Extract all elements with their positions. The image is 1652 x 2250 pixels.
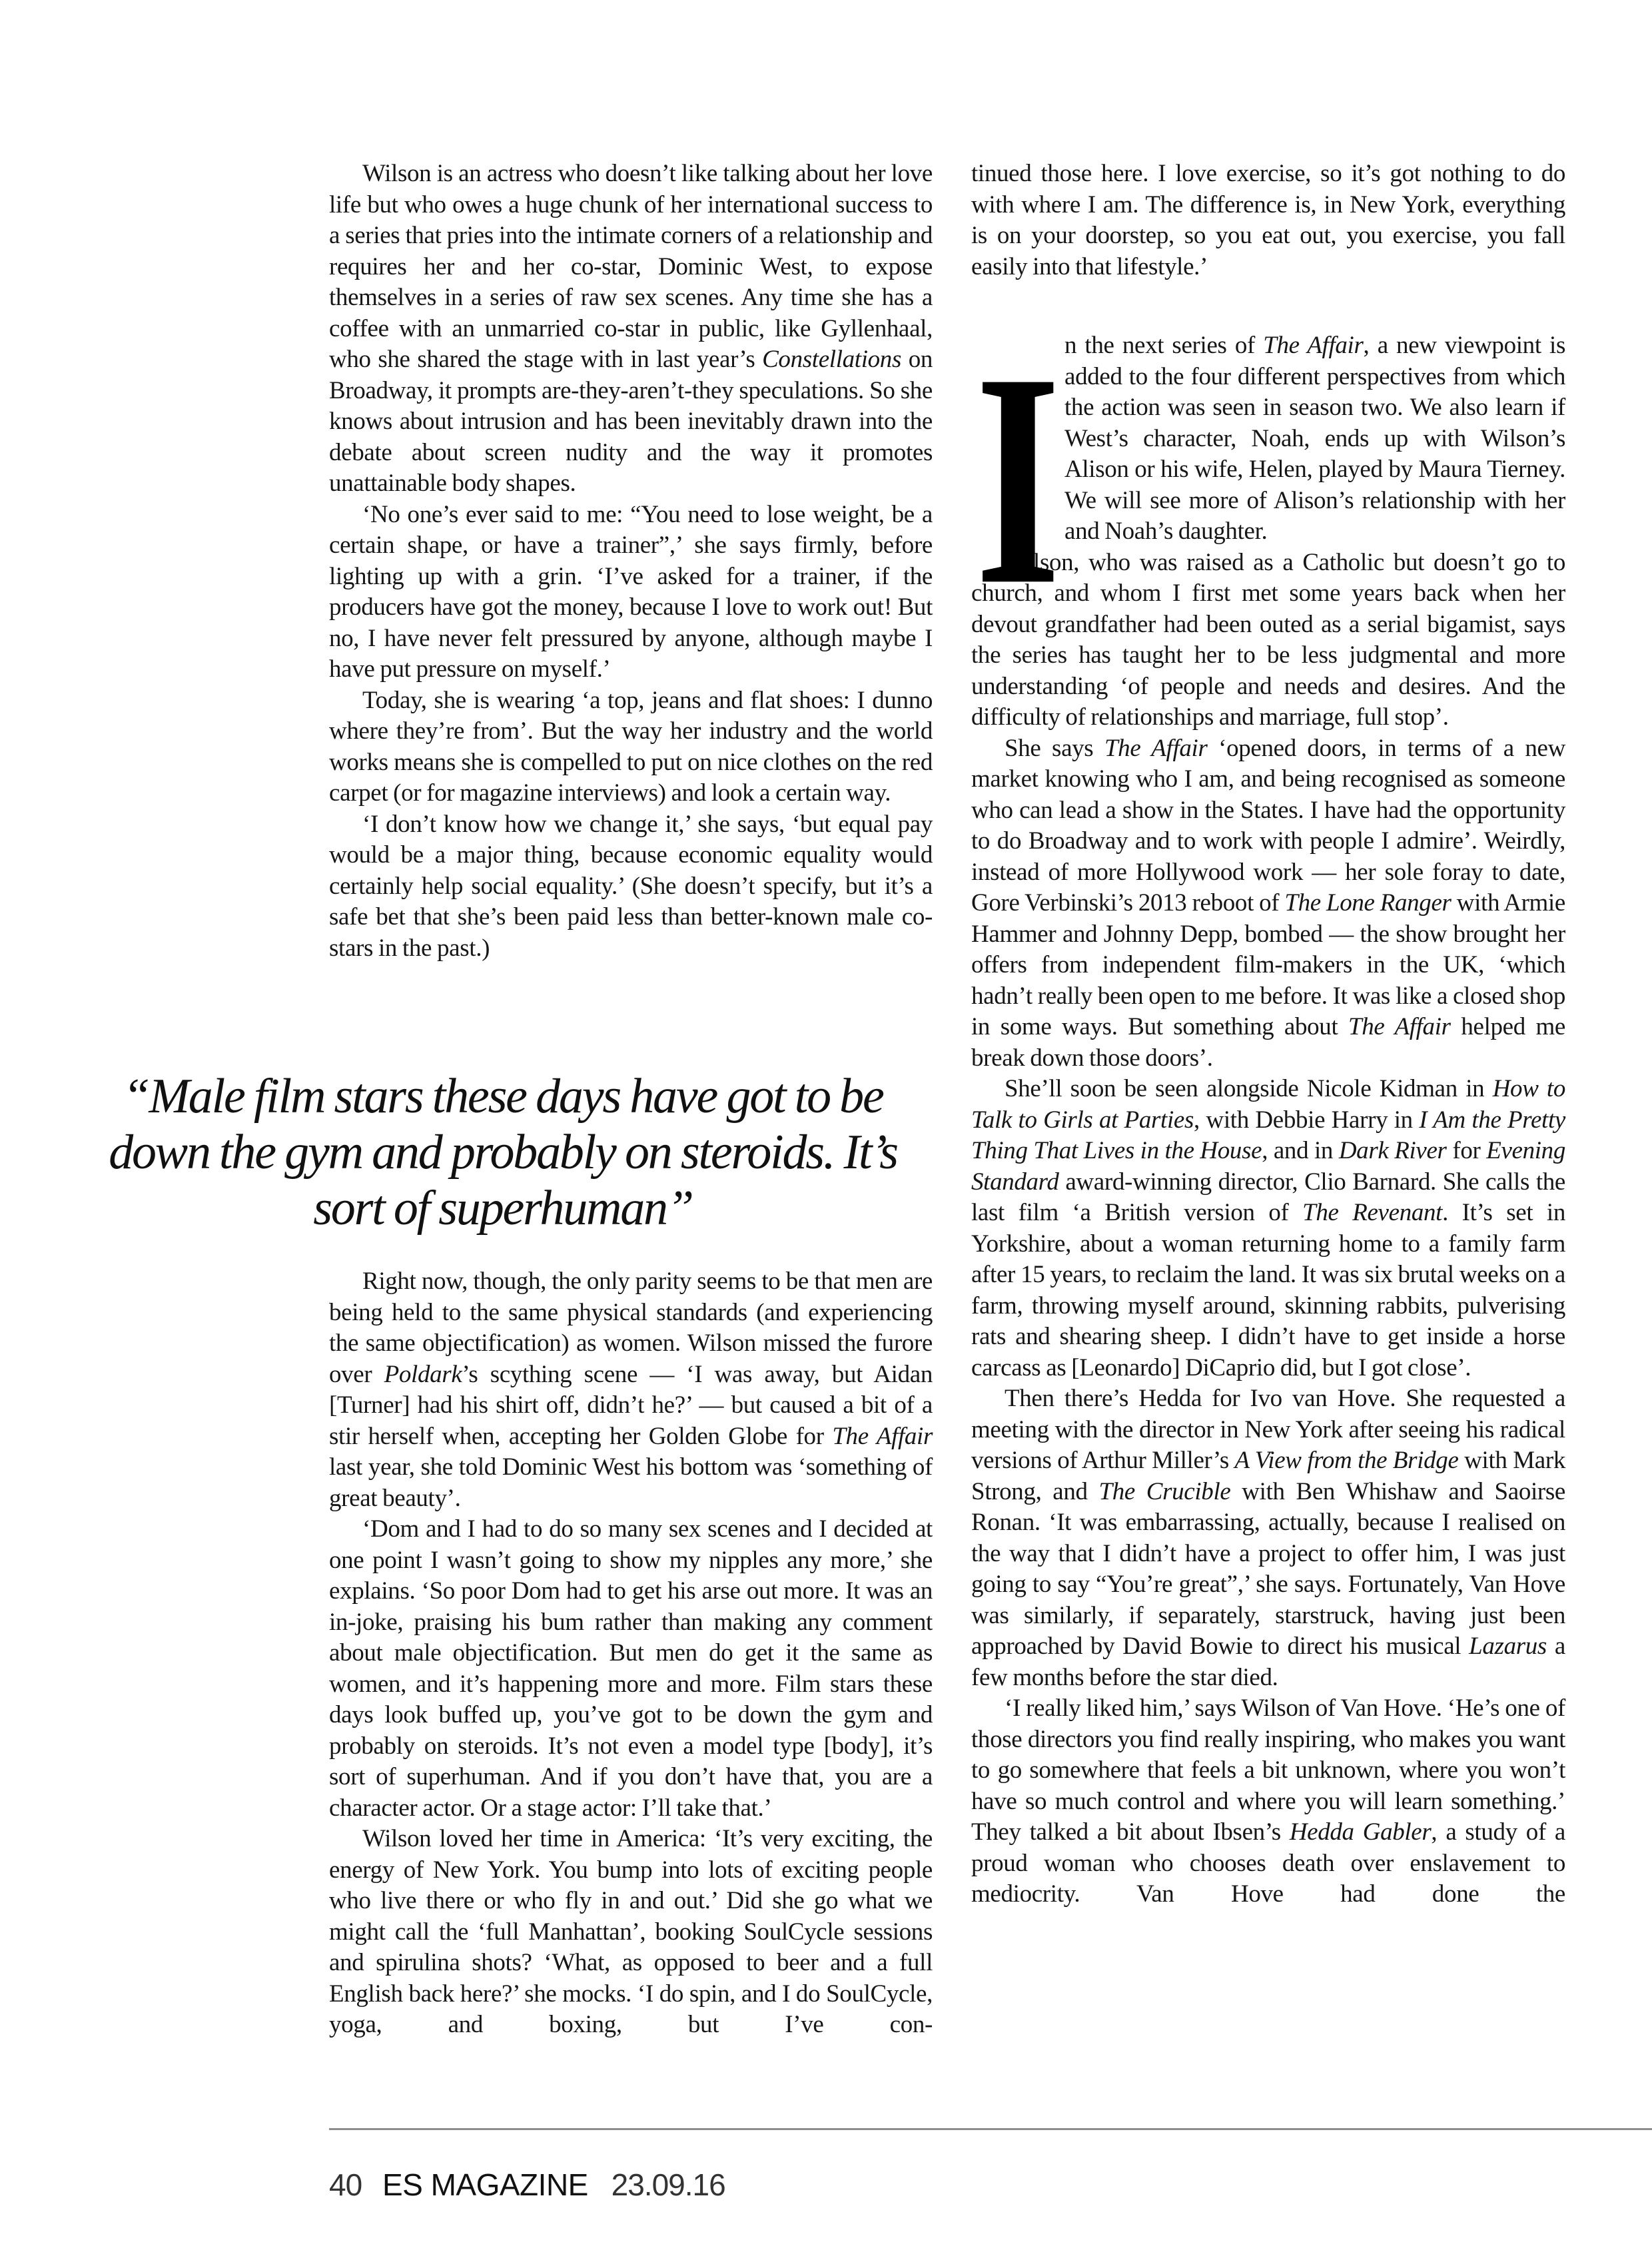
- right-column-rest: [971, 548, 1565, 1910]
- text-run: Wilson loved her time in America: ‘It’s very exciting, the energy of New York. You bump into lots of exciting people who live there or who fly in and out.’ Did she go what we might call the ‘full Manhattan’, booking SoulCycle sessions and spirulina shots? ‘What, as opposed to beer and a full English back here?’ she mocks. ‘I do spin, and I do SoulCycle, yoga, and boxing, but I’ve con-: [329, 1825, 933, 2038]
- paragraph: [329, 500, 933, 685]
- paragraph: [329, 809, 933, 964]
- paragraph: [971, 330, 1565, 548]
- right-column: [971, 159, 1565, 1910]
- italic-text: The Lone Ranger: [1284, 889, 1451, 917]
- drop-cap-letter: I: [975, 311, 1060, 649]
- italic-text: Dark River: [1338, 1137, 1447, 1164]
- text-run: ‘Dom and I had to do so many sex scenes and I decided at one point I wasn’t going to show my nipples any more,’ she explains. ‘So poor Dom had to get his arse out more. It was an in-joke, praising his bum rather than making any comment about male objectification. But men do get it the same as women, and it’s happening more and more. Film stars these days look buffed up, you’ve got to be down the gym and probably on steroids. It’s not even a model type [body], it’s sort of superhuman. And if you don’t have that, you are a character actor. Or a stage actor: I’ll take that.’: [329, 1515, 933, 1822]
- italic-text: Hedda Gabler: [1289, 1818, 1432, 1846]
- italic-text: The Affair: [832, 1422, 933, 1450]
- text-run: She’ll soon be seen alongside Nicole Kidman in: [1005, 1075, 1493, 1102]
- paragraph: [971, 733, 1565, 1074]
- text-run: , with Debbie Harry in: [1194, 1106, 1420, 1134]
- paragraph: [329, 1824, 933, 2041]
- magazine-name: ES MAGAZINE: [382, 2167, 588, 2202]
- paragraph: [329, 1266, 933, 1514]
- paragraph: [329, 685, 933, 809]
- text-run: ’s scything scene — ‘I was away, but Aidan [Turner] had his shirt off, didn’t he?’ — but caused a bit of a stir herself when, accepting her Golden Globe for: [329, 1360, 933, 1450]
- paragraph: [971, 1383, 1565, 1693]
- text-run: , a study of a proud woman who chooses death over enslavement to mediocrity. Van Hove had done the: [971, 1818, 1565, 1908]
- text-run: award-winning director, Clio Barnard. She calls the last film ‘a British version of: [971, 1168, 1565, 1226]
- italic-text: I Am the Pretty Thing That Lives in the House: [971, 1106, 1565, 1164]
- italic-text: The Affair: [1263, 332, 1364, 359]
- italic-text: Lazarus: [1469, 1633, 1547, 1660]
- text-run: ‘I don’t know how we change it,’ she says, ‘but equal pay would be a major thing, because economic equality would certainly help social equality.’ (She doesn’t specify, but it’s a safe bet that she’s been paid less than better-known male co-stars in the past.): [329, 810, 933, 962]
- text-run: a few months before the star died.: [971, 1633, 1565, 1691]
- text-run: ‘No one’s ever said to me: “You need to lose weight, be a certain shape, or have a trainer”,’ she says firmly, before lighting up with a grin. ‘I’ve asked for a trainer, if the producers have got the money, because I love to work out! But no, I have never felt pressured by anyone, although maybe I have put pressure on myself.’: [329, 500, 933, 683]
- paragraph: [971, 1693, 1565, 1910]
- text-run: with Mark Strong, and: [971, 1447, 1565, 1505]
- italic-text: The Crucible: [1098, 1477, 1231, 1505]
- left-column-bottom: [329, 1266, 933, 2041]
- text-run: . It’s set in Yorkshire, about a woman returning home to a family farm after 15 years, to reclaim the land. It was six brutal weeks on a farm, throwing myself around, skinning rabbits, pulverising rats and shearing sheep. I didn’t have to get inside a horse carcass as [Leonardo] DiCaprio did, but I got close’.: [971, 1199, 1565, 1381]
- text-run: Wilson, who was raised as a Catholic but doesn’t go to church, and whom I first met some years back when her devout grandfather had been outed as a serial bigamist, says the series has taught her to be less judgmental and more understanding ‘of people and needs and desires. And the difficulty of relationships and marriage, full stop’.: [971, 548, 1565, 731]
- drop-cap: [971, 311, 1060, 649]
- paragraph: [971, 159, 1565, 282]
- page-footer: [329, 2165, 725, 2205]
- paragraph: [971, 548, 1565, 733]
- text-run: Wilson is an actress who doesn’t like talking about her love life but who owes a huge chunk of her international success to a series that pries into the intimate corners of a relationship and requires her and her co-star, Dominic West, to expose themselves in a series of raw sex scenes. Any time she has a coffee with an unmarried co-star in public, like Gyllenhaal, who she shared the stage with in last year’s: [329, 160, 933, 373]
- text-run: Then there’s Hedda for Ivo van Hove. She requested a meeting with the director in New York after seeing his radical versions of Arthur Miller’s: [971, 1385, 1565, 1474]
- issue-date: 23.09.16: [611, 2167, 725, 2202]
- text-run: with Armie Hammer and Johnny Depp, bombed — the show brought her offers from independent film-makers in the UK, ‘which hadn’t really been open to me before. It was like a closed shop in some ways. But something about: [971, 889, 1565, 1040]
- text-run: ‘opened doors, in terms of a new market knowing who I am, and being recognised as someone who can lead a show in the States. I have had the opportunity to do Broadway and to work with people I admire’. Weirdly, instead of more Hollywood work — her sole foray to date, Gore Verbinski’s 2013 reboot of: [971, 734, 1565, 917]
- text-run: ‘I really liked him,’ says Wilson of Van Hove. ‘He’s one of those directors you find really inspiring, who makes you want to go somewhere that feels a bit unknown, where you won’t have so much control and where you will learn something.’ They talked a bit about Ibsen’s: [971, 1694, 1565, 1846]
- text-run: n the next series of: [1064, 332, 1264, 359]
- pull-quote: “Male film stars these days have got to be down the gym and probably on steroids. It’s sort of superhuman”: [109, 1069, 897, 1236]
- text-run: tinued those here. I love exercise, so it’s got nothing to do with where I am. The difference is, in New York, everything is on your doorstep, so you eat out, you exercise, you fall easily into that lifestyle.’: [971, 160, 1565, 280]
- italic-text: The Affair: [1348, 1013, 1451, 1040]
- text-run: on Broadway, it prompts are-they-aren’t-they speculations. So she knows about intrusion and has been inevitably drawn into the debate about screen nudity and the way it promotes unattainable body shapes.: [329, 346, 933, 497]
- text-run: for: [1446, 1137, 1487, 1164]
- italic-text: Constellations: [762, 346, 901, 373]
- text-run: helped me break down those doors’.: [971, 1013, 1566, 1072]
- text-run: She says: [1005, 734, 1104, 762]
- italic-text: Poldark: [384, 1360, 462, 1388]
- text-run: last year, she told Dominic West his bottom was ‘something of great beauty’.: [329, 1453, 933, 1512]
- paragraph: [971, 1074, 1565, 1383]
- text-run: , a new viewpoint is added to the four different perspectives from which the action was seen in season two. We also learn if West’s character, Noah, ends up with Wilson’s Alison or his wife, Helen, played by Maura Tierney. We will see more of Alison’s relationship with her and Noah’s daughter.: [1064, 332, 1565, 545]
- page-number: 40: [329, 2167, 362, 2202]
- italic-text: How to Talk to Girls at Parties: [971, 1075, 1565, 1134]
- text-run: Right now, though, the only parity seems to be that men are being held to the same physical standards (and experiencing the same objectification) as women. Wilson missed the furore over: [329, 1268, 933, 1388]
- italic-text: The Revenant: [1302, 1199, 1443, 1226]
- italic-text: Evening Standard: [971, 1137, 1565, 1196]
- italic-text: A View from the Bridge: [1234, 1447, 1459, 1474]
- text-run: , and in: [1262, 1137, 1339, 1164]
- paragraph: [329, 159, 933, 500]
- paragraph: [329, 1514, 933, 1824]
- footer-rule: [329, 2128, 1652, 2130]
- italic-text: The Affair: [1104, 734, 1208, 762]
- text-run: with Ben Whishaw and Saoirse Ronan. ‘It was embarrassing, actually, because I realised on the way that I didn’t have a project to offer him, I was just going to say “You’re great”,’ she says. Fortunately, Van Hove was similarly, if separately, starstruck, having just been approached by David Bowie to direct his musical: [971, 1477, 1565, 1660]
- left-column-top: [329, 159, 933, 964]
- text-run: Today, she is wearing ‘a top, jeans and flat shoes: I dunno where they’re from’. But the way her industry and the world works means she is compelled to put on nice clothes on the red carpet (or for magazine interviews) and look a certain way.: [329, 686, 933, 807]
